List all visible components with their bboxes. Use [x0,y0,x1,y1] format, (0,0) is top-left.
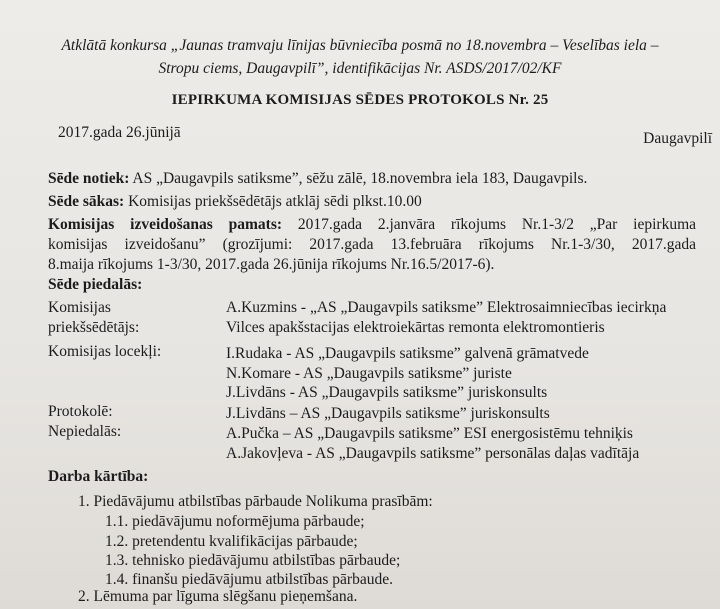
document-date: 2017.gada 26.jūnijā [58,124,181,141]
meeting-basis-text-1: 2017.gada 2.janvāra rīkojums Nr.1-3/2 „Par iepirkuma [297,216,697,233]
meeting-basis-line-1 [48,216,696,234]
meeting-basis-label: Komisijas izveidošanas pamats: [48,216,283,233]
meeting-start-value: Komisijas priekšsēdētājs atklāj sēdi plkst.10.00 [128,193,422,210]
header-line-1: Atklātā konkursa „Jaunas tramvaju līnijas būvniecība posmā no 18.novembra – Veselības iela – [61,37,659,54]
absent-item: A.Jakovļeva - AS „Daugavpils satiksme” personālas daļas vadītāja [226,445,640,462]
agenda-subitem: 1.4. finanšu piedāvājumu atbilstības pārbaude. [105,571,393,588]
agenda-item-2: 2. Lēmuma par līguma slēgšanu pieņemšana. [78,588,358,605]
agenda-subitem: 1.1. piedāvājumu noformējuma pārbaude; [105,513,365,530]
absent-label: Nepiedalās: [48,423,122,440]
chair-value-line-1: A.Kuzmins - „AS „Daugavpils satiksme” Elektrosaimniecības iecirkņa [226,299,667,316]
meeting-basis-line-3: 8.maija rīkojums 1-3/30, 2017.gada 26.jūnija rīkojums Nr.16.5/2017-6). [48,256,495,273]
agenda-subitem: 1.3. tehnisko piedāvājumu atbilstības pārbaude; [105,552,401,569]
meeting-start [48,193,422,211]
participants-heading: Sēde piedalās: [48,276,143,293]
members-label: Komisijas locekļi: [48,343,162,360]
chair-value-line-2: Vilces apakšstacijas elektroiekārtas remonta elektromontieris [226,319,605,336]
meeting-location-value: AS „Daugavpils satiksme”, sēžu zālē, 18.novembra iela 183, Daugavpils. [132,170,588,187]
member-item: J.Livdāns - AS „Daugavpils satiksme” juriskonsults [226,384,548,401]
agenda-subitem: 1.2. pretendentu kvalifikācijas pārbaude; [105,533,358,550]
member-item: N.Komare - AS „Daugavpils satiksme” juriste [226,365,512,382]
document-city: Daugavpilī [643,130,712,147]
header-line-2: Stropu ciems, Daugavpilī”, identifikācijas Nr. ASDS/2017/02/KF [158,60,562,77]
agenda-item-1: 1. Piedāvājumu atbilstības pārbaude Nolikuma prasībām: [78,493,433,510]
document-title: IEPIRKUMA KOMISIJAS SĒDES PROTOKOLS Nr. 25 [171,92,549,108]
meeting-location [48,170,587,188]
absent-item: A.Pučka – AS „Daugavpils satiksme” ESI energosistēmu tehniķis [226,425,633,442]
agenda-heading: Darba kārtība: [48,468,149,485]
member-item: I.Rudaka - AS „Daugavpils satiksme” galvenā grāmatvede [226,345,589,362]
meeting-start-label: Sēde sākas: [48,193,125,210]
chair-label-line-2: priekšsēdētājs: [48,319,140,336]
chair-label-line-1: Komisijas [48,299,111,316]
secretary-value: J.Livdāns – AS „Daugavpils satiksme” juriskonsults [226,405,550,422]
meeting-location-label: Sēde notiek: [48,170,130,187]
meeting-basis-line-2: komisijas izveidošanu” (grozījumi: 2017.gada 13.februāra rīkojums Nr.1-3/30, 2017.gada [48,236,696,253]
secretary-label: Protokolē: [48,403,113,420]
